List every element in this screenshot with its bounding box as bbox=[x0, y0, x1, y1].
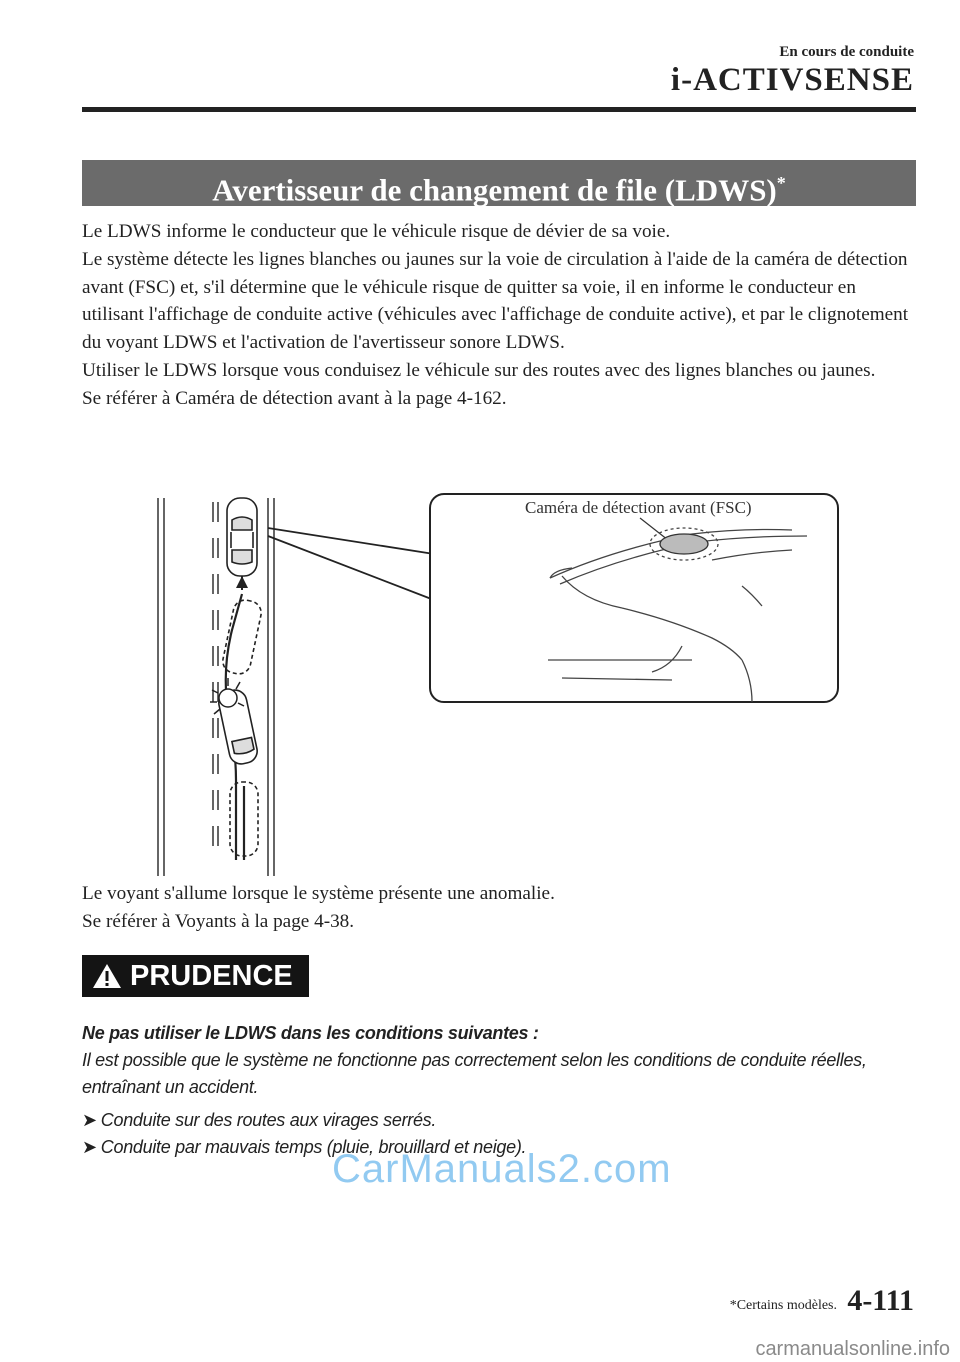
caution-label-text: PRUDENCE bbox=[130, 959, 293, 992]
after-figure-text bbox=[82, 880, 916, 936]
intro-paragraph: Utiliser le LDWS lorsque vous conduisez le véhicule sur des routes avec des lignes blanches ou jaunes. bbox=[82, 359, 876, 381]
header-rule bbox=[82, 107, 916, 112]
watermark-corner: carmanualsonline.info bbox=[755, 1338, 950, 1360]
reference-paragraph: Se référer à Voyants à la page 4-38. bbox=[82, 910, 355, 932]
callout-box bbox=[430, 494, 838, 702]
header-section: En cours de conduite bbox=[779, 44, 914, 60]
intro-text bbox=[82, 218, 916, 413]
arrow-bullet-icon: ➤ bbox=[82, 1110, 97, 1130]
car-top bbox=[227, 498, 257, 576]
page-number: 4-111 bbox=[847, 1284, 914, 1317]
watermark-center: CarManuals2.com bbox=[332, 1147, 672, 1191]
callout-label: Caméra de détection avant (FSC) bbox=[525, 498, 752, 517]
header-chapter-title: i-ACTIVSENSE bbox=[670, 62, 914, 98]
caution-body bbox=[82, 1020, 922, 1161]
intro-paragraph: Le LDWS informe le conducteur que le véhicule risque de dévier de sa voie. bbox=[82, 221, 671, 242]
lane-dashes bbox=[213, 502, 218, 846]
caution-list-item bbox=[82, 1107, 922, 1134]
caution-item-text: Conduite par mauvais temps (pluie, brouillard et neige). bbox=[100, 1137, 527, 1157]
section-asterisk: * bbox=[776, 173, 786, 193]
caution-item-text: Conduite sur des routes aux virages serrés. bbox=[100, 1110, 437, 1130]
caution-heading: Ne pas utiliser le LDWS dans les conditions suivantes : bbox=[82, 1023, 539, 1043]
arrow-bullet-icon: ➤ bbox=[82, 1137, 97, 1157]
arrow-head bbox=[236, 576, 248, 588]
section-title: Avertisseur de changement de file (LDWS) bbox=[212, 172, 777, 208]
ldws-illustration bbox=[152, 490, 842, 876]
caution-text: Il est possible que le système ne fonctionne pas correctement selon les conditions de conduite réelles, entraînant un accident. bbox=[82, 1050, 867, 1097]
section-banner bbox=[82, 160, 916, 206]
anomaly-paragraph: Le voyant s'allume lorsque le système présente une anomalie. bbox=[82, 883, 555, 904]
callout-connector bbox=[268, 528, 434, 600]
footer-note: *Certains modèles. bbox=[729, 1298, 837, 1313]
intro-paragraph: Se référer à Caméra de détection avant à la page 4-162. bbox=[82, 387, 507, 409]
warning-triangle-icon bbox=[92, 962, 122, 990]
caution-label bbox=[82, 955, 309, 997]
intro-paragraph: Le système détecte les lignes blanches ou jaunes sur la voie de circulation à l'aide de la caméra de détection avant (FSC) et, s'il détermine que le véhicule risque de quitter sa voie, il en informe le conducteur en utilisant l'affichage de conduite active (véhicules avec l'affichage de conduite active), et par le clignotement du voyant LDWS et l'activation de l'avertisseur sonore LDWS. bbox=[82, 248, 909, 354]
